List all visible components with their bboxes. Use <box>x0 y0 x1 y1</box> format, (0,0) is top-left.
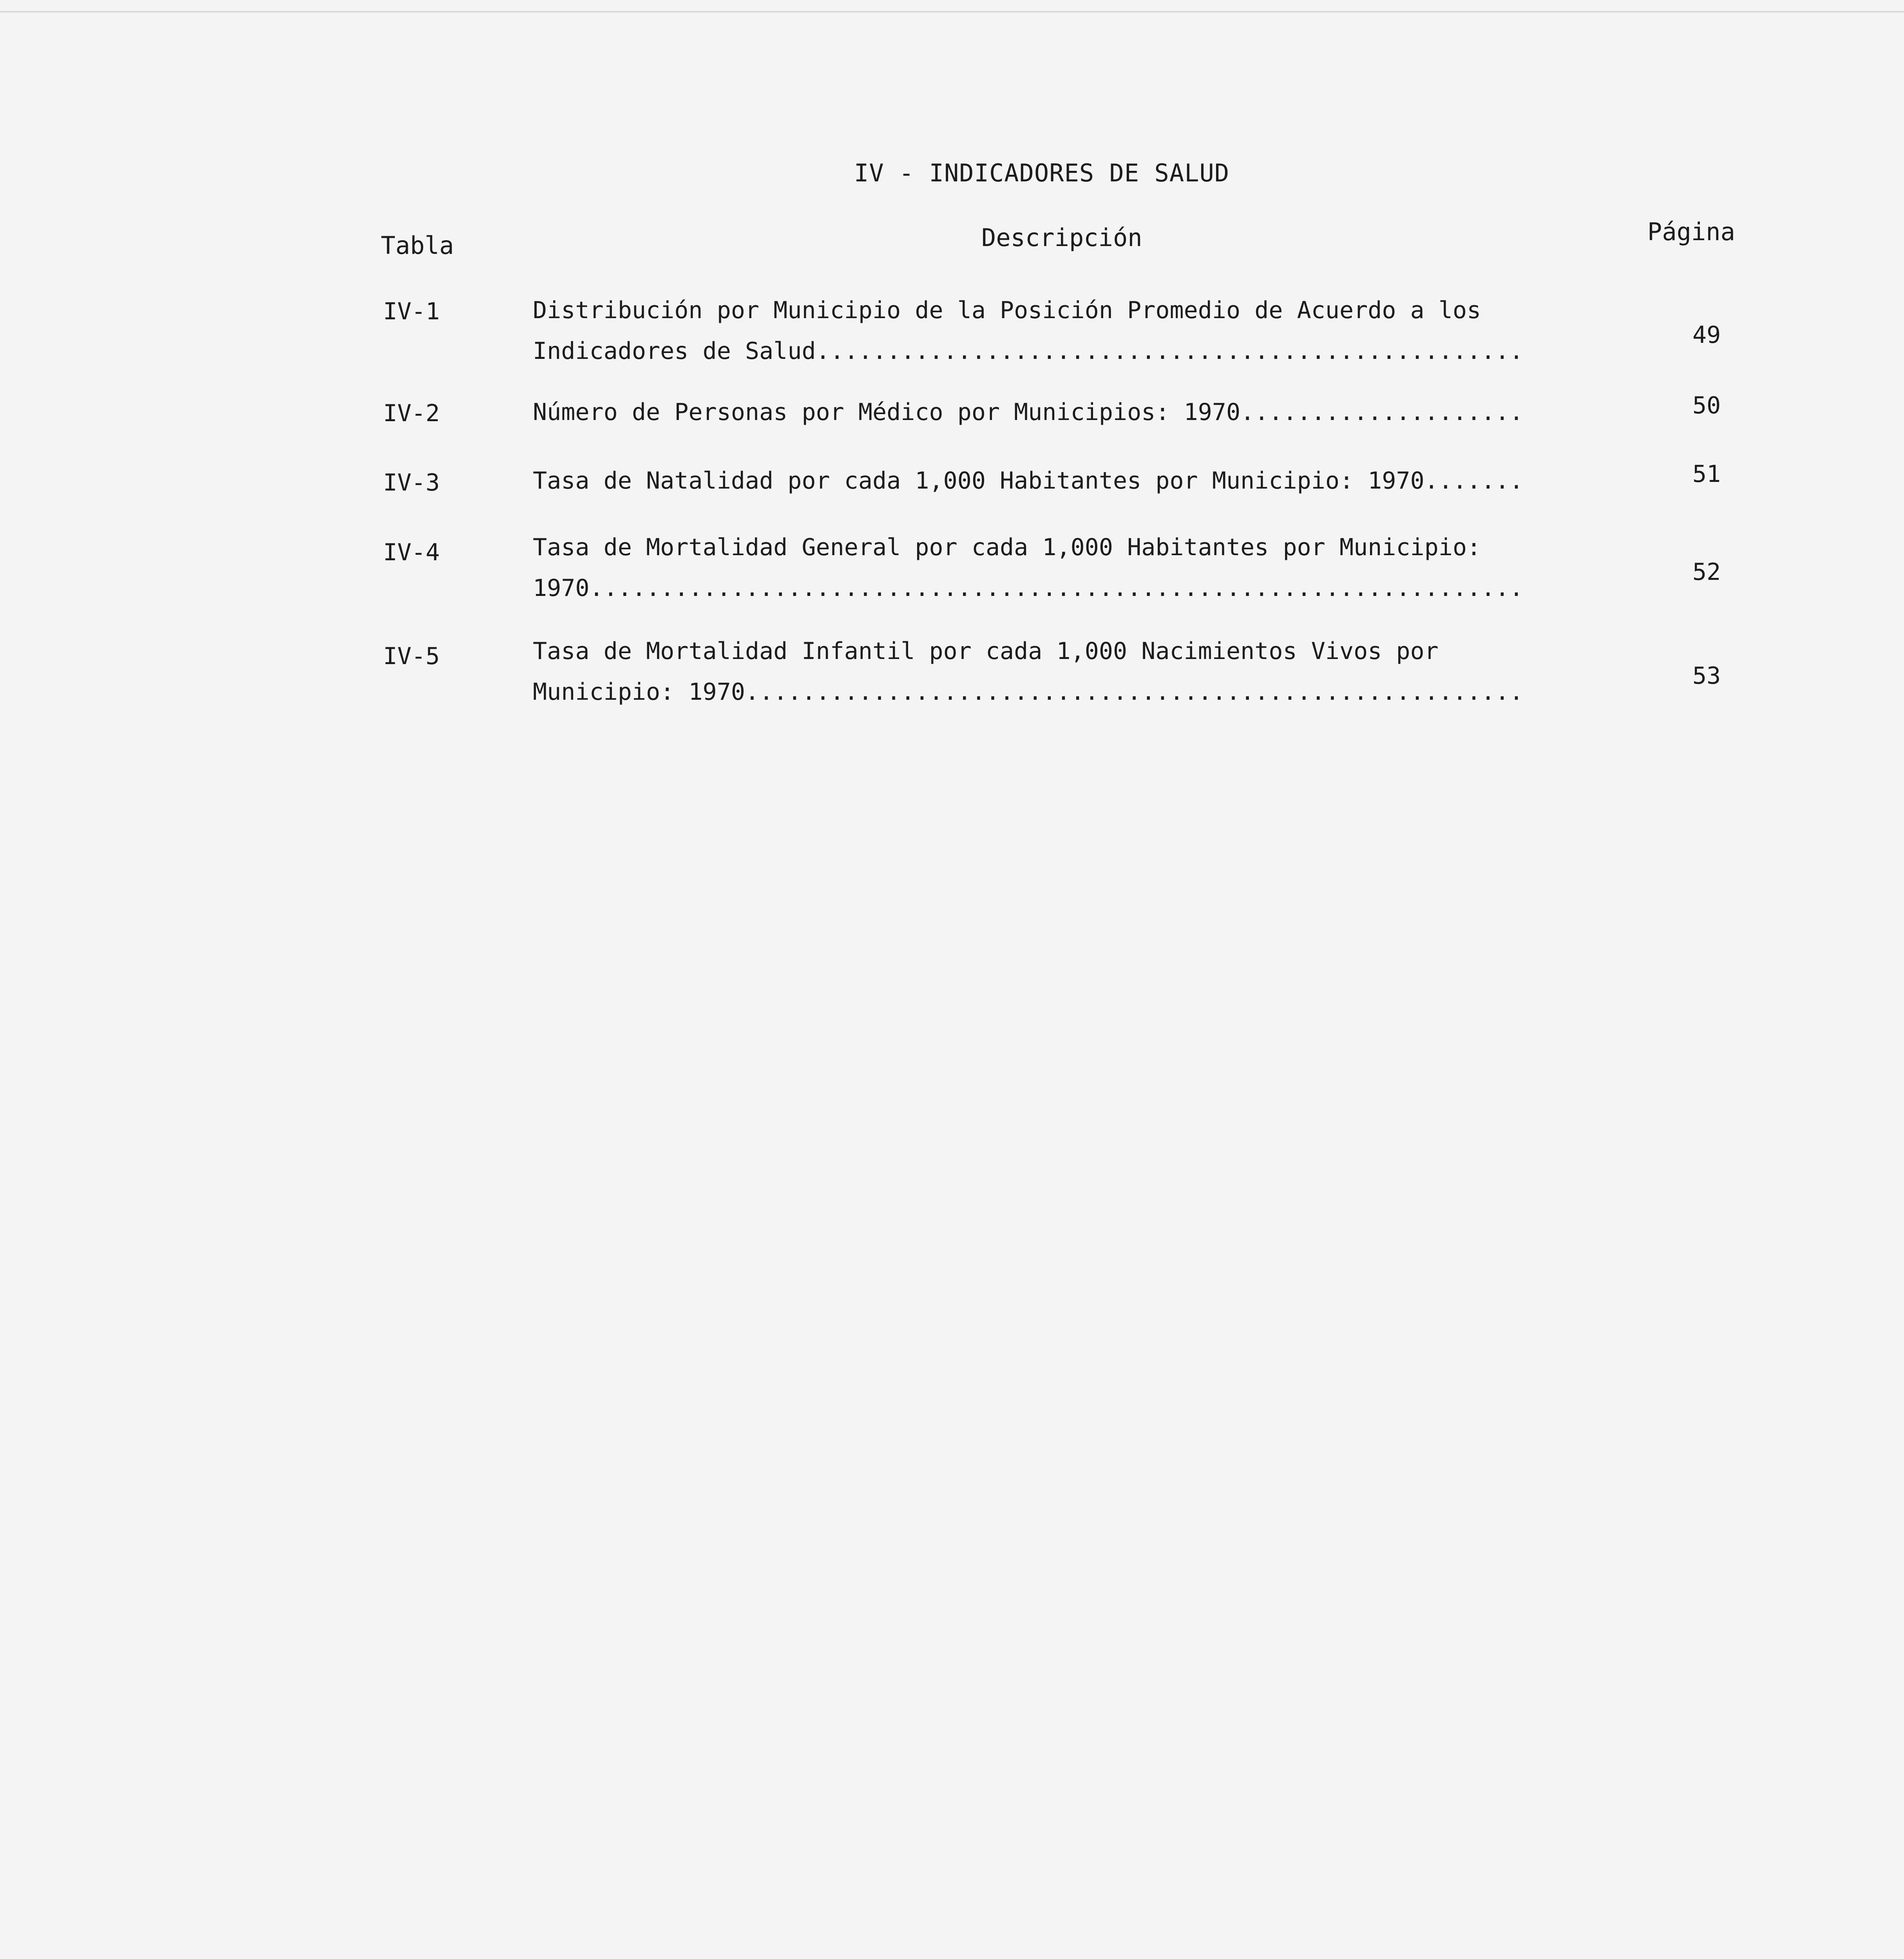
table-description <box>533 631 1591 712</box>
description-line: Municipio: 1970....................................................... <box>533 678 1524 706</box>
table-id: IV-4 <box>383 539 440 566</box>
table-description <box>533 392 1591 433</box>
description-line: 1970.................................................................. <box>533 574 1524 602</box>
page-edge <box>0 11 1904 13</box>
description-line: Tasa de Natalidad por cada 1,000 Habitantes por Municipio: 1970....... <box>533 467 1524 494</box>
table-id: IV-3 <box>383 469 440 496</box>
page-number: 52 <box>1692 558 1721 586</box>
table-id: IV-5 <box>383 643 440 670</box>
description-line: Tasa de Mortalidad Infantil por cada 1,000 Nacimientos Vivos por <box>533 637 1439 665</box>
section-heading: IV - INDICADORES DE SALUD <box>854 159 1230 187</box>
column-header-tabla: Tabla <box>381 231 454 260</box>
page-number: 50 <box>1692 392 1721 419</box>
page-number: 53 <box>1692 662 1721 690</box>
description-line: Número de Personas por Médico por Municipios: 1970.................... <box>533 398 1524 426</box>
page-number: 51 <box>1692 460 1721 488</box>
column-header-descripcion: Descripción <box>981 223 1142 252</box>
table-id: IV-1 <box>383 298 440 325</box>
description-line: Distribución por Municipio de la Posición Promedio de Acuerdo a los <box>533 297 1481 324</box>
table-description <box>533 460 1591 501</box>
table-id: IV-2 <box>383 400 440 427</box>
table-description <box>533 290 1591 371</box>
description-line: Indicadores de Salud.................................................. <box>533 337 1524 365</box>
page-number: 49 <box>1692 321 1721 349</box>
description-line: Tasa de Mortalidad General por cada 1,000 Habitantes por Municipio: <box>533 534 1481 561</box>
column-header-pagina: Página <box>1647 217 1735 246</box>
table-description <box>533 527 1591 608</box>
